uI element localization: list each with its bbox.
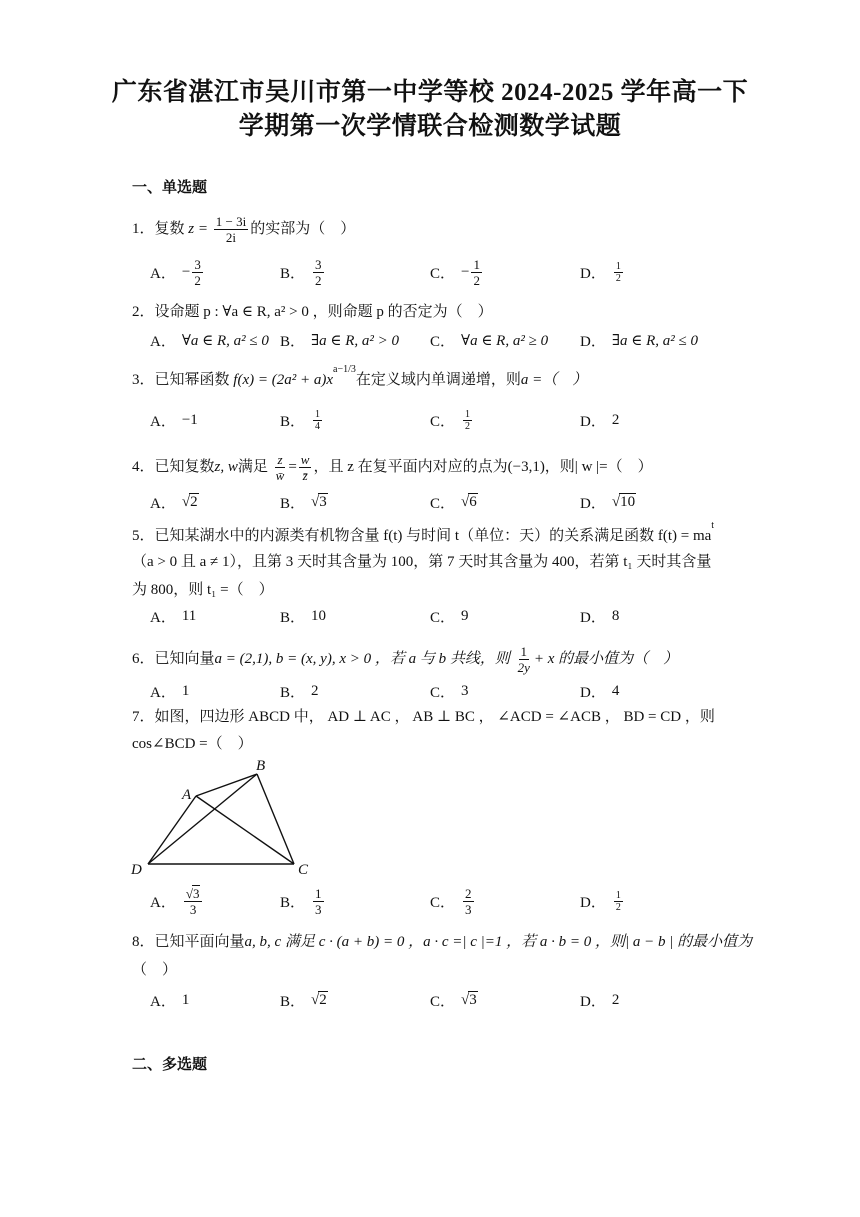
question-text: 已知平面向量 xyxy=(154,934,245,950)
question-number: 2． xyxy=(132,304,155,320)
sqrt-icon: √ 2 xyxy=(181,494,198,510)
option-label: B． xyxy=(280,894,306,911)
option-sign: − xyxy=(461,263,470,280)
options-6 xyxy=(150,677,750,705)
option-label: C． xyxy=(430,609,456,626)
radicand: 3 xyxy=(192,886,200,901)
option-a[interactable] xyxy=(150,326,269,354)
option-b[interactable] xyxy=(280,326,399,354)
option-label: C． xyxy=(430,333,456,350)
options-5 xyxy=(150,602,750,630)
option-a[interactable] xyxy=(150,602,196,630)
fraction-den: 2y xyxy=(517,660,530,675)
option-c[interactable] xyxy=(430,326,548,354)
option-text: 2 xyxy=(311,682,319,699)
option-label: D． xyxy=(580,265,606,282)
option-label: C． xyxy=(430,894,456,911)
option-a[interactable] xyxy=(150,986,189,1014)
segment-ab xyxy=(196,774,257,796)
question-math: z, w xyxy=(214,458,238,475)
option-text: 9 xyxy=(461,607,469,624)
option-b[interactable] xyxy=(280,488,328,516)
question-6 xyxy=(132,644,678,675)
fraction-den: 2i xyxy=(225,230,237,245)
option-label: B． xyxy=(280,495,306,512)
option-label: C． xyxy=(430,413,456,430)
sqrt-icon: √ 6 xyxy=(461,494,477,510)
question-number: 8． xyxy=(132,934,155,950)
option-c[interactable] xyxy=(430,986,478,1014)
option-d[interactable] xyxy=(580,406,619,434)
option-text: 1 xyxy=(181,682,190,699)
question-number: 5． xyxy=(132,528,155,544)
option-label: D． xyxy=(580,495,606,512)
option-label: A． xyxy=(150,333,176,350)
question-8-line-1 xyxy=(132,932,752,952)
sqrt-icon: √ 3 xyxy=(461,992,477,1008)
question-5-line-1 xyxy=(132,522,714,546)
fraction-num: 3 xyxy=(194,256,201,272)
option-a[interactable] xyxy=(150,887,204,915)
option-text: 4 xyxy=(611,682,620,699)
option-c[interactable] xyxy=(430,258,484,286)
fraction-den: 2 xyxy=(473,272,480,288)
option-d[interactable] xyxy=(580,326,698,354)
option-label: A． xyxy=(150,495,176,512)
fraction-den: 3 xyxy=(189,902,197,917)
option-text: ∃a ∈ R, a² > 0 xyxy=(311,332,400,349)
option-a[interactable] xyxy=(150,677,189,705)
title-line-2: 学期第一次学情联合检测数学试题 xyxy=(238,113,622,140)
option-label: C． xyxy=(430,265,456,282)
question-8-line-2: （ ） xyxy=(132,962,178,978)
label-d: D xyxy=(131,862,142,878)
fraction-den: 2 xyxy=(465,420,471,432)
fraction-den: 3 xyxy=(465,901,472,917)
question-number: 1． xyxy=(132,220,155,237)
sqrt-icon: √ 3 xyxy=(311,494,327,510)
question-text: 满足 xyxy=(237,458,268,475)
option-label: B． xyxy=(280,609,306,626)
option-text: 10 xyxy=(311,607,327,624)
fraction xyxy=(471,257,482,288)
fraction-num xyxy=(184,885,203,902)
option-text: 2 xyxy=(611,411,620,428)
options-2 xyxy=(150,326,750,354)
quadrilateral-figure xyxy=(130,757,320,879)
question-number: 6． xyxy=(132,650,155,667)
question-math: a · c =| c |=1 ，若 a · b = 0 ，则| a − b | 的最小值为 xyxy=(423,934,753,950)
fraction xyxy=(463,409,472,432)
option-label: B． xyxy=(280,333,306,350)
question-number: 4． xyxy=(132,458,155,475)
question-text: 的实部为（ ） xyxy=(250,220,356,237)
fraction-num: z xyxy=(277,452,283,467)
option-label: B． xyxy=(280,265,306,282)
fraction-den: 2 xyxy=(194,272,201,288)
question-math: z = xyxy=(188,220,208,237)
section-single-choice: 一、单选题 xyxy=(132,180,208,196)
question-math: f(x) = (2a² + a)x xyxy=(233,372,333,388)
option-b[interactable] xyxy=(280,602,326,630)
fraction-num: 1 xyxy=(315,408,321,420)
option-label: D． xyxy=(580,993,606,1010)
question-math: a =（ ） xyxy=(520,372,588,388)
fraction xyxy=(614,890,623,913)
option-c[interactable] xyxy=(430,887,476,915)
option-sign: − xyxy=(181,263,191,280)
options-4 xyxy=(150,488,750,516)
option-a[interactable] xyxy=(150,258,205,286)
option-text: 1 xyxy=(181,991,190,1008)
option-d[interactable] xyxy=(580,488,636,516)
label-a: A xyxy=(182,787,192,803)
fraction-num: 1 xyxy=(615,260,621,272)
question-1 xyxy=(132,214,355,245)
question-text: 已知某湖水中的内源类有机物含量 f(t) 与时间 t（单位：天）的关系满足函数 f(t) = ma xyxy=(154,528,712,544)
option-label: B． xyxy=(280,413,306,430)
sqrt-icon: √ 10 xyxy=(611,494,636,510)
question-number: 7． xyxy=(132,709,155,725)
fraction-den: w̄ xyxy=(275,468,285,483)
question-math: + x 的最小值为（ ） xyxy=(533,650,679,667)
fraction-num: 1 xyxy=(465,408,471,420)
option-d[interactable] xyxy=(580,887,625,915)
fraction xyxy=(192,257,203,288)
option-text: ∀a ∈ R, a² ≥ 0 xyxy=(461,332,549,349)
fraction-num: 1 − 3i xyxy=(215,214,247,229)
question-7-line-2: cos∠BCD =（ ） xyxy=(132,736,253,752)
question-3 xyxy=(132,366,587,390)
fraction-den: 2 xyxy=(315,272,322,288)
option-c[interactable] xyxy=(430,602,469,630)
option-label: D． xyxy=(580,894,606,911)
question-text: 已知幂函数 xyxy=(154,372,230,388)
option-text: −1 xyxy=(181,411,198,428)
fraction-num: w xyxy=(300,452,310,467)
fraction xyxy=(313,886,324,917)
fraction xyxy=(184,885,203,917)
question-2 xyxy=(132,302,493,322)
fraction-den: 4 xyxy=(315,420,321,432)
option-d[interactable] xyxy=(580,986,619,1014)
radicand: 3 xyxy=(469,992,477,1008)
option-label: B． xyxy=(280,993,306,1010)
fraction-den: z̄ xyxy=(302,468,308,483)
radicand: 3 xyxy=(319,494,327,510)
question-text: 在定义域内单调递增，则 xyxy=(355,372,521,388)
option-label: A． xyxy=(150,609,176,626)
option-label: B． xyxy=(280,684,306,701)
equals-sign: = xyxy=(288,458,297,475)
fraction-num: 2 xyxy=(465,885,472,901)
option-a[interactable] xyxy=(150,406,198,434)
question-5-line-2: （a > 0 且 a ≠ 1），且第 3 天时其含量为 100，第 7 天时其含量为 400，若第 t₁ 天时其含量 xyxy=(132,554,712,570)
option-text: 11 xyxy=(181,607,197,624)
option-label: C． xyxy=(430,495,456,512)
options-7 xyxy=(150,887,750,915)
exponent: a−1/3 xyxy=(333,364,356,375)
exponent: t xyxy=(711,520,715,531)
option-label: A． xyxy=(150,684,176,701)
option-text: ∀a ∈ R, a² ≤ 0 xyxy=(181,332,269,349)
fraction xyxy=(214,214,248,245)
question-text: 已知向量 xyxy=(154,650,215,667)
label-c: C xyxy=(298,862,309,878)
option-label: A． xyxy=(150,265,176,282)
option-b[interactable] xyxy=(280,986,328,1014)
question-math: a = (2,1), b = (x, y), x > 0 ，若 a 与 b 共线，则 xyxy=(214,650,510,667)
option-label: C． xyxy=(430,684,456,701)
fraction xyxy=(313,257,324,288)
fraction-den: 2 xyxy=(615,901,621,913)
question-number: 3． xyxy=(132,372,155,388)
option-d[interactable] xyxy=(580,602,619,630)
question-text: 设命题 p : ∀a ∈ R, a² > 0 ，则命题 p 的否定为（ ） xyxy=(154,304,493,320)
question-4 xyxy=(132,452,653,483)
fraction-num: 1 xyxy=(473,256,480,272)
option-label: A． xyxy=(150,894,176,911)
question-text: 如图，四边形 ABCD 中， AD ⊥ AC ， AB ⊥ BC ， ∠ACD = ∠ACB ， BD = CD ，则 xyxy=(154,709,715,725)
option-label: C． xyxy=(430,993,456,1010)
option-a[interactable] xyxy=(150,488,199,516)
fraction-num: 3 xyxy=(315,256,322,272)
fraction xyxy=(463,886,474,917)
option-label: D． xyxy=(580,333,606,350)
radicand: 10 xyxy=(620,494,636,510)
option-c[interactable] xyxy=(430,406,474,434)
option-text: 8 xyxy=(611,607,620,624)
fraction xyxy=(516,644,532,675)
fraction-den: 2 xyxy=(615,272,621,284)
option-label: D． xyxy=(580,684,606,701)
option-b[interactable] xyxy=(280,887,326,915)
options-1 xyxy=(150,258,750,286)
fraction xyxy=(299,452,312,483)
option-text: ∃a ∈ R, a² ≤ 0 xyxy=(611,332,698,349)
section-multi-choice: 二、多选题 xyxy=(132,1057,208,1073)
option-text: 2 xyxy=(611,991,620,1008)
radicand: 2 xyxy=(190,494,198,510)
fraction-num: 1 xyxy=(520,644,527,659)
fraction xyxy=(274,452,287,483)
option-c[interactable] xyxy=(430,488,478,516)
fraction-num: 1 xyxy=(315,885,322,901)
options-8 xyxy=(150,986,750,1014)
question-text: ，且 z 在复平面内对应的点为(−3,1)，则| w |=（ ） xyxy=(313,458,653,475)
fraction xyxy=(614,261,623,284)
option-b[interactable] xyxy=(280,677,319,705)
option-label: A． xyxy=(150,413,176,430)
fraction xyxy=(313,409,322,432)
radicand: 6 xyxy=(469,494,477,510)
option-d[interactable] xyxy=(580,258,625,286)
option-d[interactable] xyxy=(580,677,619,705)
fraction-den: 3 xyxy=(315,901,322,917)
question-math: a, b, c 满足 c · (a + b) = 0 ， xyxy=(244,934,424,950)
radicand: 2 xyxy=(319,992,327,1008)
option-b[interactable] xyxy=(280,258,326,286)
segment-bd xyxy=(148,774,257,864)
option-b[interactable] xyxy=(280,406,324,434)
option-label: D． xyxy=(580,413,606,430)
question-5-line-3: 为 800，则 t₁ =（ ） xyxy=(132,582,274,598)
option-label: D． xyxy=(580,609,606,626)
question-text: 复数 xyxy=(154,220,185,237)
sqrt-icon: √ 2 xyxy=(311,992,327,1008)
question-text: 已知复数 xyxy=(154,458,215,475)
sqrt-icon: √ 3 xyxy=(185,886,200,901)
fraction-num: 1 xyxy=(615,889,621,901)
title-line-1: 广东省湛江市吴川市第一中学等校 2024-2025 学年高一下 xyxy=(111,79,749,106)
option-c[interactable] xyxy=(430,677,469,705)
options-3 xyxy=(150,406,750,434)
option-text: 3 xyxy=(461,682,469,699)
label-b: B xyxy=(256,758,266,774)
option-label: A． xyxy=(150,993,176,1010)
question-7-line-1 xyxy=(132,707,715,727)
